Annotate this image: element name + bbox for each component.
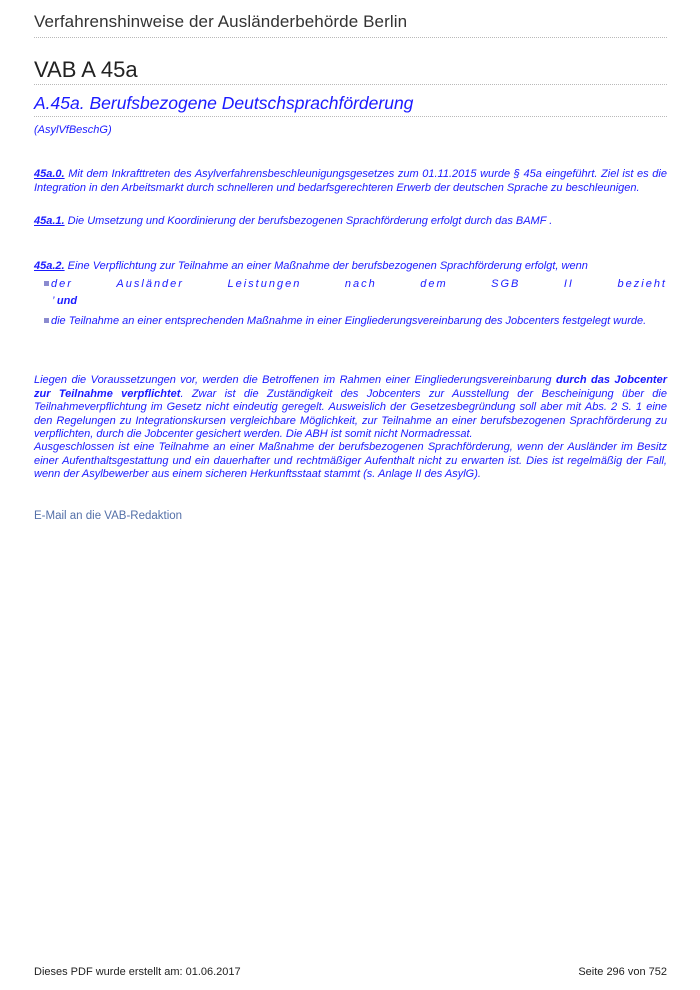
bullet-icon (44, 318, 49, 323)
word: dem (420, 278, 448, 290)
bullet-icon (44, 281, 49, 286)
word: SGB (491, 278, 521, 290)
word: Leistungen (227, 278, 302, 290)
text-run: Liegen die Voraussetzungen vor, werden die Betroffenen im Rahmen einer Eingliederungsvereinbarung (34, 374, 556, 386)
paragraph-text: Mit dem Inkrafttreten des Asylverfahrensbeschleunigungsgesetzes zum 01.11.2015 wurde § 45a eingeführt. Ziel ist es die Integration in den Arbeitsmarkt durch schnelleren und bedarfsgerechteren Erwerb der deutschen Sprache zu beschleunigen. (34, 168, 667, 194)
word: der (51, 278, 73, 290)
conjunction: und (56, 295, 78, 307)
paragraph-obligation (34, 374, 667, 442)
paragraph-number-link[interactable]: 45a.1. (34, 215, 65, 227)
paragraph-number-link[interactable]: 45a.0. (34, 168, 65, 180)
paragraph-45a-0 (34, 168, 667, 195)
apostrophe: ’ (52, 295, 54, 307)
list-item-text: die Teilnahme an einer entsprechenden Maßnahme in einer Eingliederungsvereinbarung des Jobcenters festgelegt wurde. (51, 315, 647, 327)
divider (34, 116, 667, 117)
word: II (563, 278, 574, 290)
paragraph-number-link[interactable]: 45a.2. (34, 260, 65, 272)
word: bezieht (617, 278, 667, 290)
paragraph-text: Die Umsetzung und Koordinierung der berufsbezogenen Sprachförderung erfolgt durch das BAMF . (64, 215, 553, 227)
law-reference: (AsylVfBeschG) (34, 124, 112, 136)
word: Ausländer (116, 278, 184, 290)
paragraph-text: Eine Verpflichtung zur Teilnahme an einer Maßnahme der berufsbezogenen Sprachförderung erfolgt, wenn (64, 260, 588, 272)
paragraph-exclusion: Ausgeschlossen ist eine Teilnahme an einer Maßnahme der berufsbezogenen Sprachförderung, wenn der Ausländer im Besitz einer Aufenthaltsgestattung und ein dauerhafter und rechtmäßiger Aufenthalt nicht zu erwarten ist. Dies ist regelmäßig der Fall, wenn der Asylbewerber aus einem sicheren Herkunftsstaat stammt (s. Anlage II des AsylG). (34, 441, 667, 481)
divider (34, 37, 667, 38)
email-link[interactable]: E-Mail an die VAB-Redaktion (34, 510, 183, 522)
section-title: A.45a. Berufsbezogene Deutschsprachförderung (34, 93, 414, 113)
word: nach (344, 278, 377, 290)
divider (34, 84, 667, 85)
bold-text: durch das Jobcenter zur Teilnahme verpflichtet (34, 374, 667, 400)
paragraph-45a-1 (34, 215, 667, 229)
text-run: . Zwar ist die Zuständigkeit des Jobcenters zur Ausstellung der Bescheinigung über die Teilnahmeverpflichtung im Gesetz nicht eindeutig geregelt. Ausweislich der Gesetzesbegründung soll aber mit Abs. 2 S. 1 eine den Regelungen zu Integrationskursen vergleichbare Möglichkeit, zur Teilnahme an einer berufsbezogenen Sprachförderung zu verpflichten, durch die Jobcenter gesichert werden. Die ABH ist somit nicht Normadressat. (34, 387, 667, 441)
site-title: Verfahrenshinweise der Ausländerbehörde Berlin (34, 12, 408, 31)
paragraph-45a-2 (34, 260, 667, 274)
page-title: VAB A 45a (34, 57, 138, 82)
footer-page-number: Seite 296 von 752 (578, 966, 667, 978)
list-item-text (51, 278, 667, 292)
list-item-tail (52, 295, 77, 309)
footer-created-date: Dieses PDF wurde erstellt am: 01.06.2017 (34, 966, 241, 978)
